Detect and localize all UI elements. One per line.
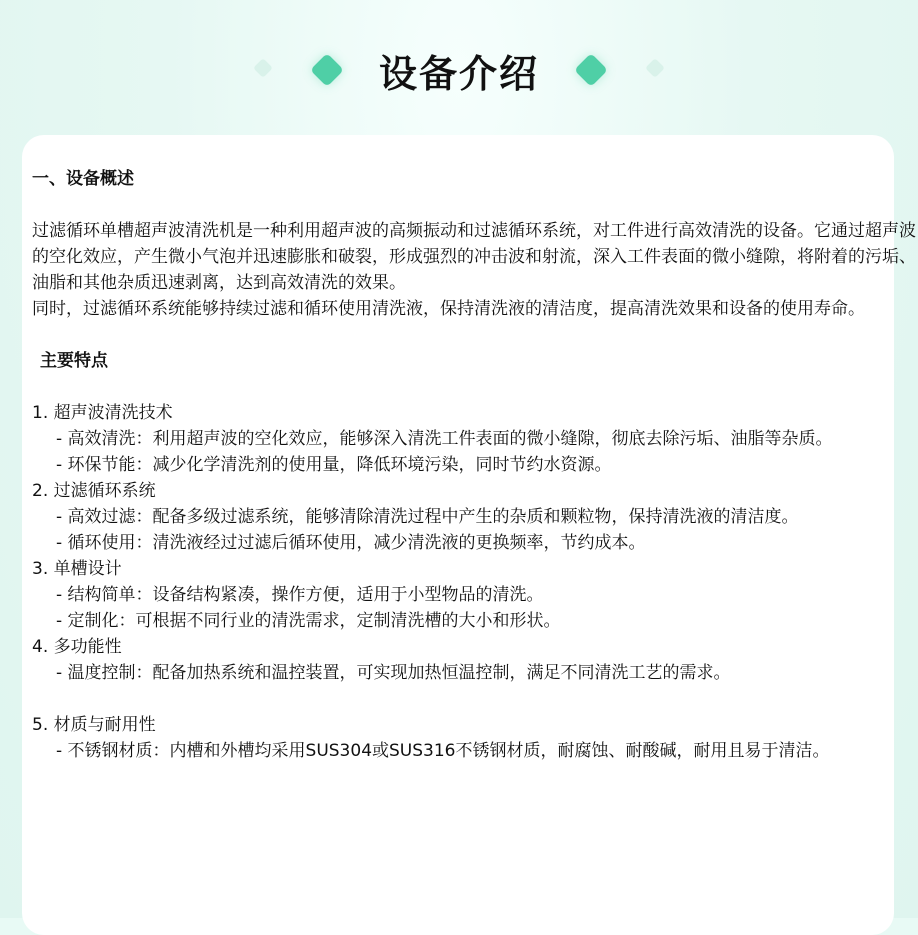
feature-title: 1. 超声波清洗技术 (32, 403, 173, 423)
diamond-icon-right (574, 53, 608, 87)
feature-item (32, 712, 918, 764)
feature-point: - 高效过滤：配备多级过滤系统，能够清除清洗过程中产生的杂质和颗粒物，保持清洗液的清洁度。 (56, 507, 799, 527)
page-title: 设备介绍 (378, 51, 539, 96)
features-heading: 主要特点 (40, 351, 108, 371)
feature-point: - 温度控制：配备加热系统和温控装置，可实现加热恒温控制，满足不同清洗工艺的需求。 (56, 663, 731, 683)
feature-item (32, 634, 918, 686)
feature-item (32, 400, 918, 478)
feature-title: 2. 过滤循环系统 (32, 481, 156, 501)
feature-item (32, 478, 918, 556)
page-header (0, 38, 918, 102)
article-content (32, 166, 918, 764)
feature-point: - 循环使用：清洗液经过过滤后循环使用，减少清洗液的更换频率，节约成本。 (56, 533, 646, 553)
feature-title: 4. 多功能性 (32, 637, 122, 657)
feature-title: 3. 单槽设计 (32, 559, 122, 579)
feature-point: - 环保节能：减少化学清洗剂的使用量，降低环境污染，同时节约水资源。 (56, 455, 612, 475)
feature-title: 5. 材质与耐用性 (32, 715, 156, 735)
diamond-icon-left (310, 53, 344, 87)
feature-point: - 定制化：可根据不同行业的清洗需求，定制清洗槽的大小和形状。 (56, 611, 561, 631)
feature-point: - 不锈钢材质：内槽和外槽均采用SUS304或SUS316不锈钢材质，耐腐蚀、耐酸碱，耐用且易于清洁。 (56, 741, 830, 761)
overview-paragraph-1: 过滤循环单槽超声波清洗机是一种利用超声波的高频振动和过滤循环系统，对工件进行高效清洗的设备。它通过超声波的空化效应，产生微小气泡并迅速膨胀和破裂，形成强烈的冲击波和射流，深入工件表面的微小缝隙，将附着的污垢、油脂和其他杂质迅速剥离，达到高效清洗的效果。 (32, 221, 916, 293)
feature-item (32, 556, 918, 634)
feature-point: - 结构简单：设备结构紧凑，操作方便，适用于小型物品的清洗。 (56, 585, 544, 605)
overview-heading: 一、设备概述 (32, 169, 134, 189)
feature-point: - 高效清洗：利用超声波的空化效应，能够深入清洗工件表面的微小缝隙，彻底去除污垢、油脂等杂质。 (56, 429, 833, 449)
overview-paragraph-2: 同时，过滤循环系统能够持续过滤和循环使用清洗液，保持清洗液的清洁度，提高清洗效果和设备的使用寿命。 (32, 299, 865, 319)
